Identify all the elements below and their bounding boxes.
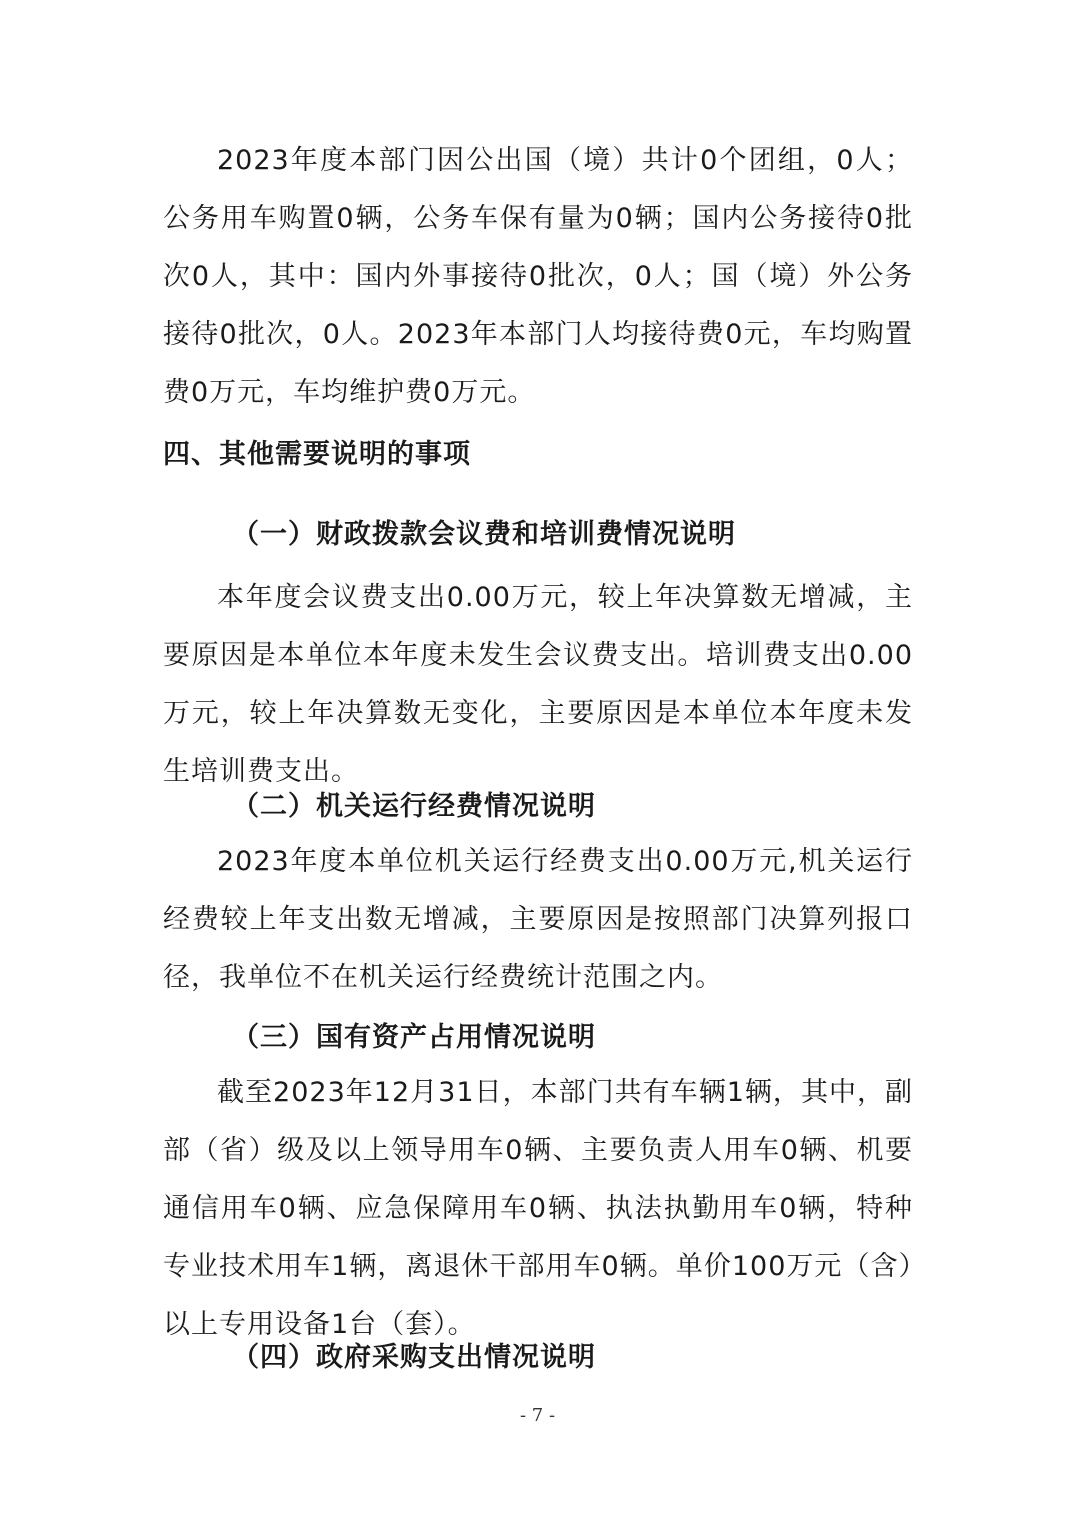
subheading-operating-expenses: （二）机关运行经费情况说明 — [232, 791, 596, 822]
subheading-meeting-training-fees: （一）财政拨款会议费和培训费情况说明 — [232, 519, 736, 550]
section-heading-other-matters: 四、其他需要说明的事项 — [163, 439, 471, 470]
paragraph-operating-expenses: 2023年度本单位机关运行经费支出0.00万元,机关运行经费较上年支出数无增减，主要原因是按照部门决算列报口径，我单位不在机关运行经费统计范围之内。 — [163, 846, 913, 993]
paragraph-state-assets: 截至2023年12月31日，本部门共有车辆1辆，其中，副部（省）级及以上领导用车0辆、主要负责人用车0辆、机要通信用车0辆、应急保障用车0辆、执法执勤用车0辆，特种专业技术用车1辆，离退休干部用车0辆。单价100万元（含）以上专用设备1台（套）。 — [163, 1077, 913, 1340]
paragraph-meeting-training-fees: 本年度会议费支出0.00万元，较上年决算数无增减，主要原因是本单位本年度未发生会议费支出。培训费支出0.00万元，较上年决算数无变化，主要原因是本单位本年度未发生培训费支出。 — [163, 582, 913, 787]
page-number: - 7 - — [519, 1405, 556, 1426]
subheading-state-assets: （三）国有资产占用情况说明 — [232, 1022, 596, 1053]
subheading-government-procurement: （四）政府采购支出情况说明 — [232, 1342, 596, 1373]
paragraph-overseas-vehicles-reception: 2023年度本部门因公出国（境）共计0个团组，0人；公务用车购置0辆，公务车保有量为0辆；国内公务接待0批次0人，其中：国内外事接待0批次，0人；国（境）外公务接待0批次，0人。2023年本部门人均接待费0元，车均购置费0万元，车均维护费0万元。 — [163, 145, 913, 408]
